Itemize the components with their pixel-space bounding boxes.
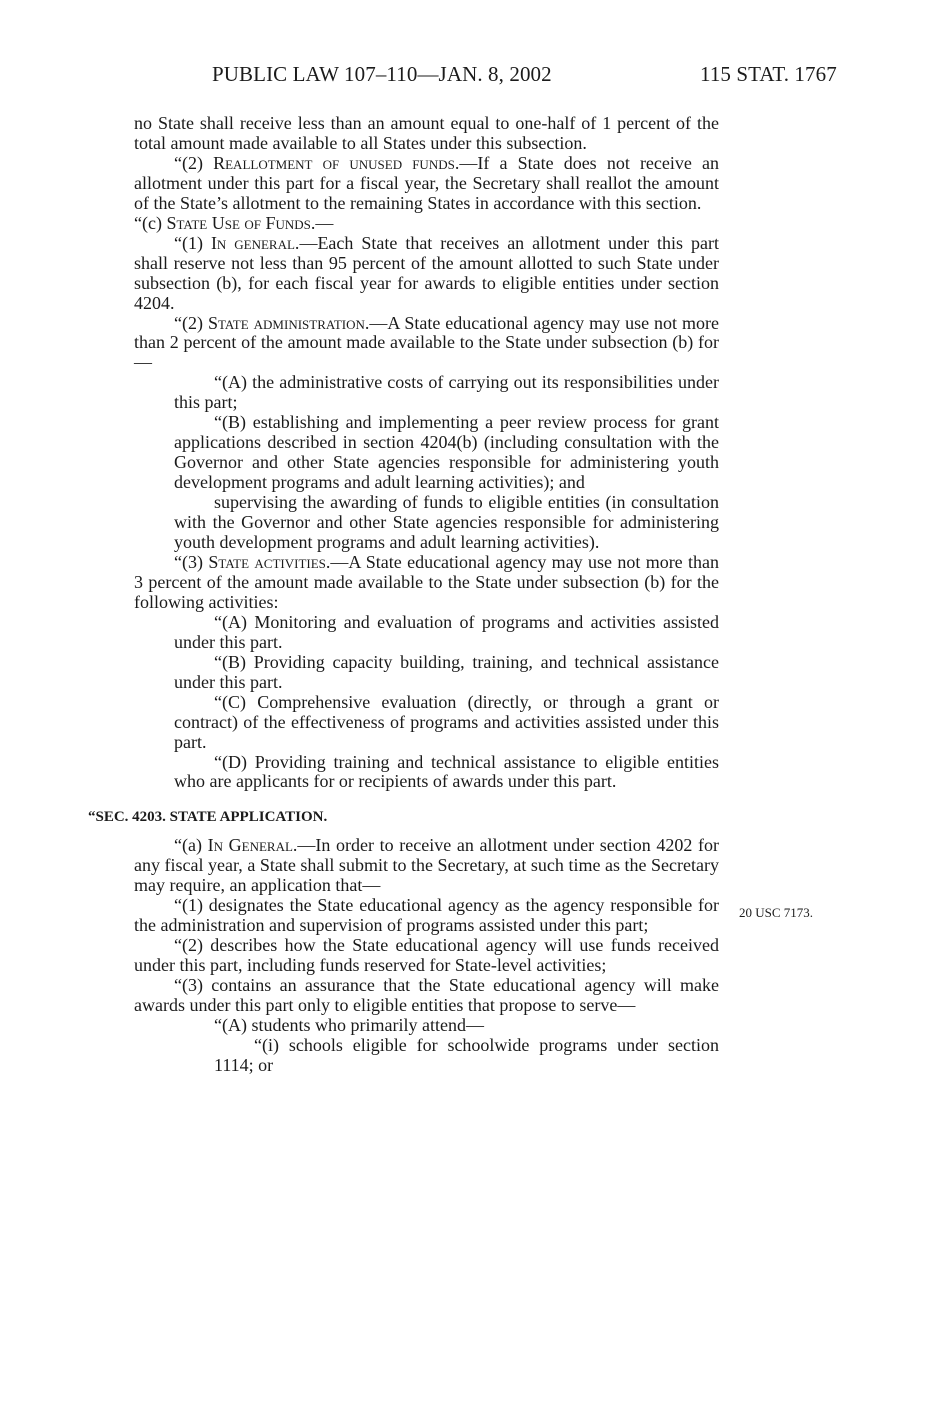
page-header [0,62,946,90]
running-head-title: PUBLIC LAW 107–110—JAN. 8, 2002 [212,62,552,86]
paragraph-c2: “(2) State administration.—A State educational agency may use not more than 2 percent of the amount made available to the State under subsection (b) for— [134,312,719,373]
clause-c2c: supervising the awarding of funds to eligible entities (in consultation with the Governor and other State agencies responsible for administering youth development programs and adult learning activities). [174,492,719,553]
section-heading: “SEC. 4203. STATE APPLICATION. [88,809,328,826]
heading-reallotment: Reallotment of unused funds. [213,152,460,173]
statute-body [88,113,720,1076]
paragraph-a2: “(2) describes how the State educational agency will use funds received under this part, including funds reserved for State-level activities; [134,935,719,976]
heading-state-activities: State activities. [208,551,331,572]
paragraph-continued: no State shall receive less than an amount equal to one-half of 1 percent of the total amount made available to all States under this subsection. [134,113,719,153]
paragraph-b2: “(2) Reallotment of unused funds.—If a State does not receive an allotment under this part for a fiscal year, the Secretary shall reallot the amount of the State’s allotment to the remaining States in accordance with this section. [134,152,720,213]
heading-in-general: In general. [210,232,300,253]
heading-state-administration: State administration. [207,312,370,333]
heading-general: In General. [207,835,298,856]
statute-page-number: 115 STAT. 1767 [700,62,837,86]
clause-a3Ai: “(i) schools eligible for schoolwide programs under section 1114; or [214,1034,719,1075]
heading-state-use: State Use of Funds. [166,212,316,233]
paragraph-c3: “(3) State activities.—A State educational agency may use not more than 3 percent of the amount made available to the State under subsection (b) for the following activities: [134,551,720,612]
subsection-a: “(a) In General.—In order to receive an allotment under section 4202 for any fiscal year, a State shall submit to the Secretary, at such time as the Secretary may require, an application that— [134,835,720,896]
clause-c3c: “(C) Comprehensive evaluation (directly, or through a grant or contract) of the effectiveness of programs and activities assisted under this part. [174,691,719,752]
usc-margin-note: 20 USC 7173. [739,905,814,920]
clause-c2b: “(B) establishing and implementing a peer review process for grant applications described in section 4204(b) (including consultation with the Governor and other State agencies responsible for administering youth development programs and adult learning activities); and [174,412,719,493]
paragraph-a3: “(3) contains an assurance that the State educational agency will make awards under this part only to eligible entities that propose to serve— [134,975,719,1015]
subsection-c: “(c) State Use of Funds.— [134,212,334,233]
clause-a3A: “(A) students who primarily attend— [214,1014,484,1035]
clause-c3d: “(D) Providing training and technical assistance to eligible entities who are applicants for or recipients of awards under this part. [174,751,719,792]
paragraph-a1: “(1) designates the State educational agency as the agency responsible for the administration and supervision of programs assisted under this part; [134,895,719,936]
paragraph-c1: “(1) In general.—Each State that receives an allotment under this part shall reserve not less than 95 percent of the amount allotted to such State under subsection (b), for each fiscal year for awards to eligible entities under section 4204. [134,232,719,313]
clause-c3a: “(A) Monitoring and evaluation of programs and activities assisted under this part. [174,611,719,652]
clause-c2a: “(A) the administrative costs of carrying out its responsibilities under this part; [174,372,719,413]
clause-c3b: “(B) Providing capacity building, training, and technical assistance under this part. [174,651,719,692]
